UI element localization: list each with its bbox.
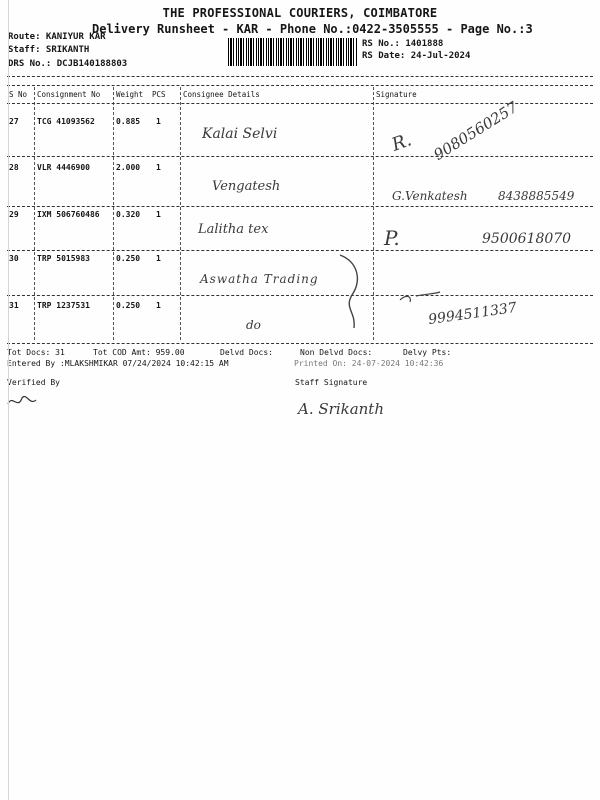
row-consignee: Kalai Selvi <box>202 126 278 142</box>
row-signature: R. <box>388 129 415 156</box>
row-pcs: 1 <box>156 117 161 126</box>
column-header-pcs: PCS <box>152 90 166 99</box>
verified-by-label: Verified By <box>7 378 60 387</box>
row-consignment: TRP 1237531 <box>37 301 90 310</box>
barcode <box>228 38 358 66</box>
handwritten-marks <box>330 250 600 350</box>
row-consignee: do <box>246 318 261 332</box>
staff-signature: A. Srikanth <box>298 400 384 418</box>
row-pcs: 1 <box>156 254 161 263</box>
column-separator <box>34 87 35 340</box>
total-cod-amount: Tot COD Amt: 959.00 <box>93 348 185 357</box>
row-phone: 9994511337 <box>427 299 518 329</box>
row-consignment: TCG 41093562 <box>37 117 95 126</box>
document-title: THE PROFESSIONAL COURIERS, COIMBATORE <box>162 6 438 20</box>
row-weight: 0.250 <box>116 254 141 263</box>
divider <box>7 206 593 207</box>
delivered-docs: Delvd Docs: <box>220 348 273 357</box>
entered-by: Entered By :MLAKSHMIKAR 07/24/2024 10:42:15 AM <box>7 359 229 368</box>
row-phone: 9500618070 <box>482 231 572 247</box>
printed-on: Printed On: 24-07-2024 10:42:36 <box>294 359 444 368</box>
runsheet-subtitle: Delivery Runsheet - KAR - Phone No.:0422-3505555 - Page No.:3 <box>92 22 533 36</box>
row-sno: 30 <box>9 254 19 263</box>
row-signature: G.Venkatesh <box>392 189 468 203</box>
total-docs: Tot Docs: 31 <box>7 348 65 357</box>
row-weight: 0.885 <box>116 117 141 126</box>
row-pcs: 1 <box>156 163 161 172</box>
row-sno: 29 <box>9 210 19 219</box>
row-consignee: Aswatha Trading <box>200 272 319 286</box>
row-consignment: VLR 4446900 <box>37 163 90 172</box>
route-label: Route: KANIYUR KAR <box>8 32 106 42</box>
rs-date: RS Date: 24-Jul-2024 <box>362 51 471 61</box>
row-sno: 27 <box>9 117 19 126</box>
row-signature: P. <box>384 226 400 250</box>
divider <box>7 76 593 77</box>
column-header-signature: Signature <box>376 90 417 99</box>
drs-number: DRS No.: DCJB140188803 <box>8 59 128 69</box>
column-header-consignment: Consignment No <box>37 90 101 99</box>
row-weight: 2.000 <box>116 163 141 172</box>
delivery-points: Delvy Pts: <box>403 348 452 357</box>
ditto-bracket-icon <box>340 255 357 328</box>
staff-label: Staff: SRIKANTH <box>8 45 90 55</box>
column-header-sno: S No <box>9 90 28 99</box>
column-separator <box>180 87 181 340</box>
staff-signature-label: Staff Signature <box>295 378 368 387</box>
row-consignment: IXM 506760486 <box>37 210 100 219</box>
column-separator <box>113 87 114 340</box>
column-header-weight: Weight <box>116 90 144 99</box>
rs-number: RS No.: 1401888 <box>362 39 444 49</box>
row-consignment: TRP 5015983 <box>37 254 90 263</box>
divider <box>7 85 593 86</box>
row-weight: 0.320 <box>116 210 141 219</box>
column-header-consignee: Consignee Details <box>183 90 260 99</box>
divider <box>7 343 593 344</box>
verifier-signature-icon <box>4 390 40 412</box>
row-pcs: 1 <box>156 210 161 219</box>
divider <box>7 156 593 157</box>
row-phone: 9080560257 <box>430 98 521 164</box>
row-consignee: Vengatesh <box>212 179 281 194</box>
row-weight: 0.250 <box>116 301 141 310</box>
row-sno: 28 <box>9 163 19 172</box>
signature-scribble-icon <box>400 292 440 302</box>
row-phone: 8438885549 <box>498 189 575 203</box>
row-sno: 31 <box>9 301 19 310</box>
non-delivered-docs: Non Delvd Docs: <box>300 348 373 357</box>
row-consignee: Lalitha tex <box>198 222 269 237</box>
page-edge-line <box>8 0 9 800</box>
row-pcs: 1 <box>156 301 161 310</box>
